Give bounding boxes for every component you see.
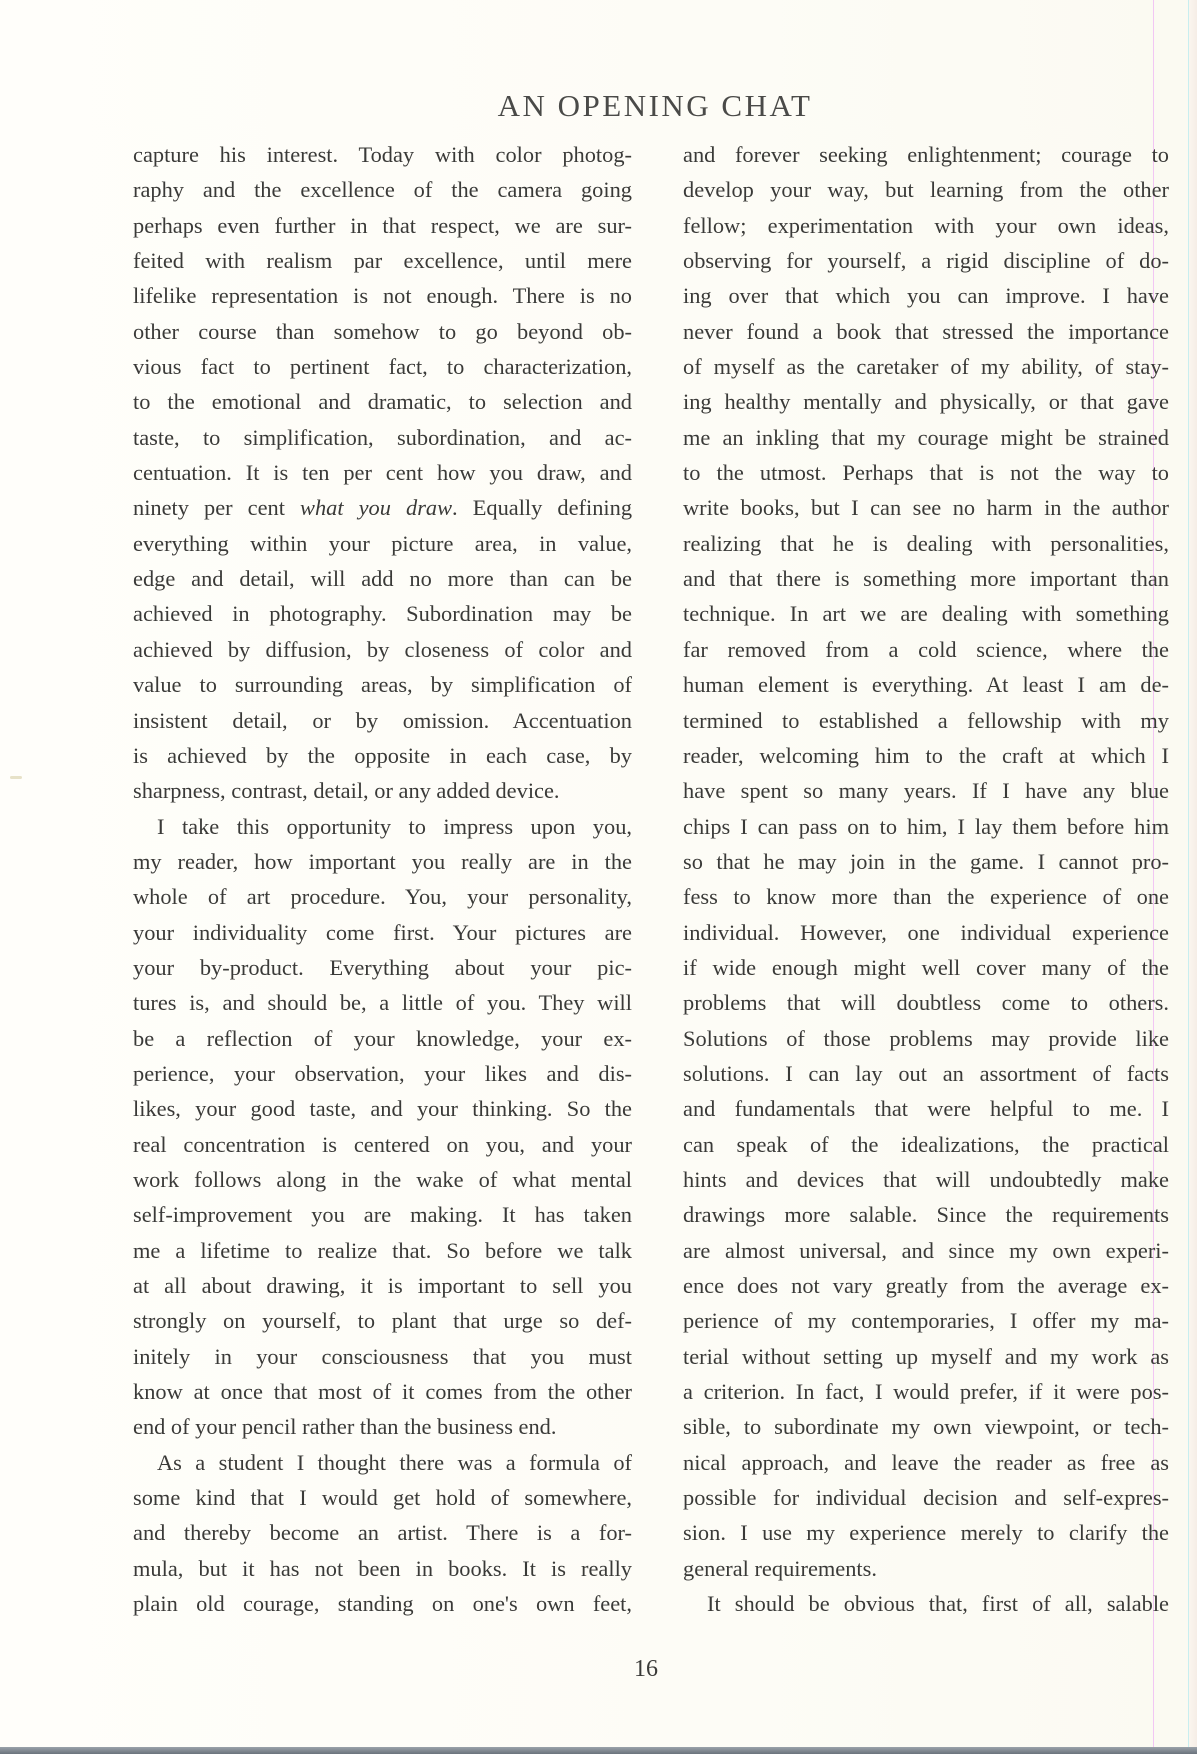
text-line: and that there is something more important than xyxy=(683,566,1169,592)
text-line: hints and devices that will undoubtedly make xyxy=(683,1166,1169,1192)
text-line xyxy=(133,490,632,525)
text-line: me a lifetime to realize that. So before we talk xyxy=(133,1237,632,1263)
text-line: write books, but I can see no harm in the author xyxy=(683,495,1169,521)
page-number: 16 xyxy=(634,1656,658,1682)
text-line: likes, your good taste, and your thinking. So the xyxy=(133,1096,632,1122)
text-line: can speak of the idealizations, the practical xyxy=(683,1131,1169,1157)
text-line: realizing that he is dealing with personalities, xyxy=(683,530,1169,556)
text-line: to the emotional and dramatic, to selection and xyxy=(133,389,632,415)
text-line: solutions. I can lay out an assortment of facts xyxy=(683,1060,1169,1086)
text-line: my reader, how important you really are in the xyxy=(133,848,632,874)
text-line: so that he may join in the game. I cannot pro- xyxy=(683,848,1169,874)
text-line: ing over that which you can improve. I have xyxy=(683,283,1169,309)
text-line: achieved in photography. Subordination may be xyxy=(133,601,632,627)
scan-speck xyxy=(10,776,22,779)
text-line: nical approach, and leave the reader as free as xyxy=(683,1449,1169,1475)
text-line: are almost universal, and since my own experi- xyxy=(683,1237,1169,1263)
text-line: perhaps even further in that respect, we are sur- xyxy=(133,212,632,238)
text-line: chips I can pass on to him, I lay them before him xyxy=(683,813,1169,839)
right-column xyxy=(683,137,1169,1621)
text-line: perience, your observation, your likes and dis- xyxy=(133,1060,632,1086)
text-line: insistent detail, or by omission. Accentuation xyxy=(133,707,632,733)
text-line: strongly on yourself, to plant that urge so def- xyxy=(133,1308,632,1334)
text-line: raphy and the excellence of the camera going xyxy=(133,177,632,203)
text-line: technique. In art we are dealing with something xyxy=(683,601,1169,627)
text-line: ing healthy mentally and physically, or that gave xyxy=(683,389,1169,415)
text-line: be a reflection of your knowledge, your ex- xyxy=(133,1025,632,1051)
page-edge xyxy=(1189,0,1197,1748)
text-line: initely in your consciousness that you must xyxy=(133,1343,632,1369)
text-line: everything within your picture area, in value, xyxy=(133,530,632,556)
text-line: other course than somehow to go beyond ob- xyxy=(133,318,632,344)
text-line: reader, welcoming him to the craft at which I xyxy=(683,742,1169,768)
text-line: far removed from a cold science, where the xyxy=(683,636,1169,662)
text-line: It should be obvious that, first of all, salable xyxy=(707,1591,1169,1617)
text-line: your by-product. Everything about your pic- xyxy=(133,954,632,980)
text-line: have spent so many years. If I have any blue xyxy=(683,778,1169,804)
text-line: terial without setting up myself and my work as xyxy=(683,1343,1169,1369)
text-line: whole of art procedure. You, your personality, xyxy=(133,884,632,910)
text-run: . Equally defining xyxy=(452,495,632,521)
text-line: problems that will doubtless come to others. xyxy=(683,990,1169,1016)
text-line: some kind that I would get hold of somewhere, xyxy=(133,1485,632,1511)
text-line: centuation. It is ten per cent how you draw, and xyxy=(133,460,632,486)
running-head: AN OPENING CHAT xyxy=(497,88,813,123)
text-line: self-improvement you are making. It has taken xyxy=(133,1202,632,1228)
text-line: As a student I thought there was a formula of xyxy=(157,1449,632,1475)
left-column xyxy=(133,137,632,1621)
text-line: ence does not vary greatly from the average ex- xyxy=(683,1273,1169,1298)
text-line: feited with realism par excellence, until mere xyxy=(133,248,632,274)
text-line: and fundamentals that were helpful to me. I xyxy=(683,1096,1169,1122)
text-line: if wide enough might well cover many of the xyxy=(683,954,1169,980)
text-line: a criterion. In fact, I would prefer, if it were pos- xyxy=(683,1379,1169,1405)
text-line: I take this opportunity to impress upon you, xyxy=(157,813,632,839)
text-line: edge and detail, will add no more than can be xyxy=(133,566,632,592)
text-line: and forever seeking enlightenment; courage to xyxy=(683,142,1169,167)
text-line: tures is, and should be, a little of you. They will xyxy=(133,990,632,1016)
text-line: individual. However, one individual experience xyxy=(683,919,1169,945)
text-run: ninety per cent xyxy=(133,495,301,521)
text-line: is achieved by the opposite in each case, by xyxy=(133,742,632,768)
scan-artifact-line xyxy=(1188,0,1189,1748)
text-line: know at once that most of it comes from the other xyxy=(133,1379,632,1405)
text-line: observing for yourself, a rigid discipline of do- xyxy=(683,248,1169,274)
text-line: plain old courage, standing on one's own feet, xyxy=(133,1591,632,1617)
text-line: never found a book that stressed the importance xyxy=(683,318,1169,344)
text-line: Solutions of those problems may provide like xyxy=(683,1025,1169,1051)
text-line: at all about drawing, it is important to sell you xyxy=(133,1273,632,1298)
text-line: of myself as the caretaker of my ability, of stay- xyxy=(683,354,1169,380)
emphasis-run: what you draw xyxy=(300,495,453,521)
text-line: achieved by diffusion, by closeness of color and xyxy=(133,636,632,662)
text-line: value to surrounding areas, by simplification of xyxy=(133,672,632,698)
text-line: work follows along in the wake of what mental xyxy=(133,1166,632,1192)
text-line: taste, to simplification, subordination, and ac- xyxy=(133,424,632,450)
text-line: fess to know more than the experience of one xyxy=(683,884,1169,910)
text-line: perience of my contemporaries, I offer my ma- xyxy=(683,1308,1169,1334)
text-line: end of your pencil rather than the business end. xyxy=(133,1414,557,1440)
scanner-bottom-edge xyxy=(0,1747,1197,1754)
text-line: capture his interest. Today with color photog- xyxy=(133,142,632,167)
text-line: me an inkling that my courage might be strained xyxy=(683,424,1169,450)
text-line: your individuality come first. Your pictures are xyxy=(133,919,632,945)
text-line: develop your way, but learning from the other xyxy=(683,177,1169,203)
text-line: mula, but it has not been in books. It is really xyxy=(133,1555,632,1581)
text-line: lifelike representation is not enough. There is no xyxy=(133,283,632,309)
text-line: possible for individual decision and self-expres- xyxy=(683,1485,1169,1511)
text-line: human element is everything. At least I am de- xyxy=(683,672,1169,698)
text-line: to the utmost. Perhaps that is not the way to xyxy=(683,460,1169,486)
text-line: sible, to subordinate my own viewpoint, or tech- xyxy=(683,1414,1169,1440)
text-line: sharpness, contrast, detail, or any added device. xyxy=(133,778,560,804)
text-line: termined to established a fellowship with my xyxy=(683,707,1169,733)
text-line: general requirements. xyxy=(683,1555,877,1581)
text-line: sion. I use my experience merely to clarify the xyxy=(683,1520,1169,1546)
text-line: real concentration is centered on you, and your xyxy=(133,1131,632,1157)
text-line: fellow; experimentation with your own ideas, xyxy=(683,212,1169,238)
text-line: vious fact to pertinent fact, to characterization, xyxy=(133,354,632,380)
text-line: and thereby become an artist. There is a for- xyxy=(133,1520,632,1546)
text-line: drawings more salable. Since the requirements xyxy=(683,1202,1169,1228)
